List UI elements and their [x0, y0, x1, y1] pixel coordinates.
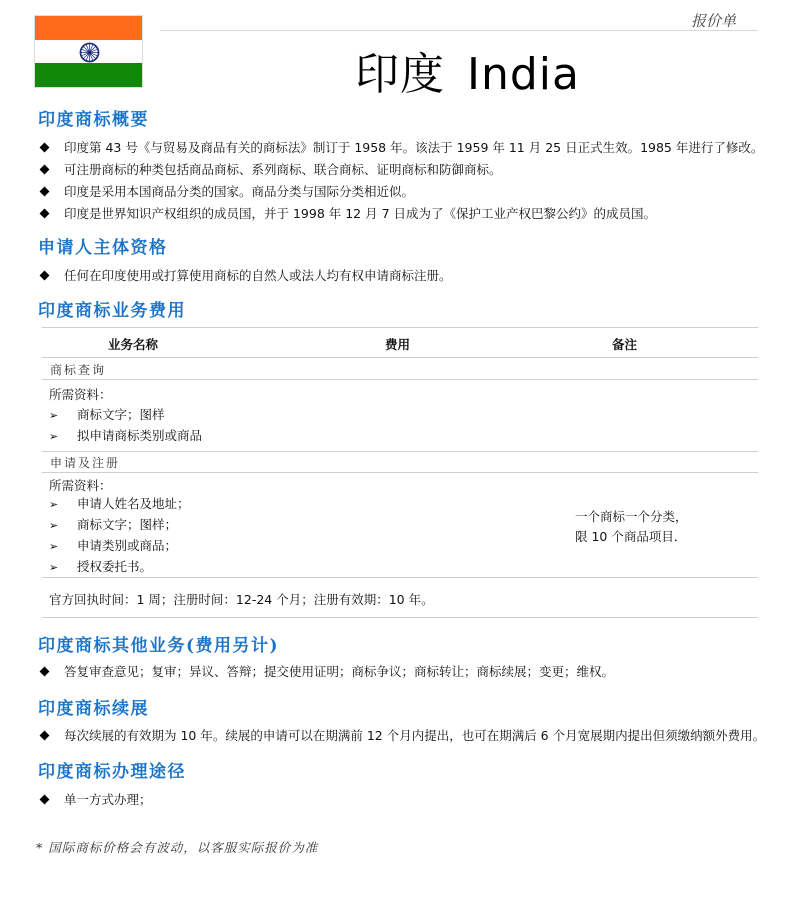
list-item: ➢ 申请人姓名及地址；: [49, 494, 190, 514]
column-header-fee: 费用: [385, 337, 411, 352]
list-item: 答复审查意见；复审；异议、答辩；提交使用证明；商标争议；商标转让；商标续展；变更；维权。: [38, 661, 614, 683]
overview-list: [38, 137, 763, 225]
column-header-note: 备注: [612, 337, 638, 352]
list-item: 单一方式办理；: [38, 789, 152, 811]
section-title-other: 印度商标其他业务(费用另计): [38, 636, 280, 656]
table-divider: [42, 379, 758, 380]
table-divider: [42, 617, 758, 618]
registration-note: [575, 507, 688, 547]
list-item: 印度第 43 号《与贸易及商品有关的商标法》制订于 1958 年。该法于 1959 年 11 月 25 日正式生效。1985 年进行了修改。: [38, 137, 763, 159]
india-flag: [34, 15, 143, 88]
page-title-en: India: [467, 49, 580, 100]
materials-label: 所需资料：: [49, 478, 112, 493]
timing-text: 官方回执时间：1 周；注册时间：12-24 个月；注册有效期：10 年。: [49, 592, 434, 607]
table-divider: [42, 472, 758, 473]
column-header-service: 业务名称: [108, 337, 159, 352]
arrow-bullet-icon: ➢: [49, 498, 59, 511]
channel-list: [38, 789, 152, 811]
eligibility-list: [38, 265, 452, 287]
flag-green-stripe: [35, 63, 142, 87]
header-divider: [160, 30, 758, 31]
table-divider: [42, 357, 758, 358]
materials-label: 所需资料：: [49, 387, 112, 402]
section-title-channel: 印度商标办理途径: [38, 762, 186, 782]
page-title: [355, 38, 580, 102]
group-name-registration: 申请及注册: [50, 456, 121, 470]
group-name-search: 商标查询: [50, 363, 107, 377]
other-list: [38, 661, 614, 683]
note-line: 限 10 个商品项目．: [575, 529, 687, 544]
table-divider: [42, 327, 758, 328]
arrow-bullet-icon: ➢: [49, 540, 59, 553]
list-item: 印度是世界知识产权组织的成员国，并于 1998 年 12 月 7 日成为了《保护工业产权巴黎公约》的成员国。: [38, 203, 763, 225]
note-line: 一个商标一个分类，: [575, 509, 688, 524]
list-item: ➢ 商标文字；图样: [49, 405, 165, 425]
list-item: ➢ 商标文字；图样；: [49, 515, 177, 535]
list-item: 每次续展的有效期为 10 年。续展的申请可以在期满前 12 个月内提出，也可在期满后 6 个月宽展期内提出但须缴纳额外费用。: [38, 725, 765, 747]
flag-saffron-stripe: [35, 16, 142, 40]
section-title-fees: 印度商标业务费用: [38, 301, 186, 321]
arrow-bullet-icon: ➢: [49, 519, 59, 532]
footnote: * 国际商标价格会有波动，以客服实际报价为准: [36, 840, 319, 855]
list-item: ➢ 拟申请商标类别或商品: [49, 426, 202, 446]
section-title-renewal: 印度商标续展: [38, 699, 149, 719]
arrow-bullet-icon: ➢: [49, 561, 59, 574]
table-divider: [42, 451, 758, 452]
renewal-list: [38, 725, 765, 747]
quote-label: 报价单: [690, 12, 736, 30]
list-item: ➢ 申请类别或商品；: [49, 536, 177, 556]
section-title-overview: 印度商标概要: [38, 110, 149, 130]
page-title-cn: 印度: [355, 49, 445, 100]
list-item: ➢ 授权委托书。: [49, 557, 152, 577]
section-title-eligibility: 申请人主体资格: [38, 238, 168, 258]
list-item: 可注册商标的种类包括商品商标、系列商标、联合商标、证明商标和防御商标。: [38, 159, 763, 181]
table-divider: [42, 577, 758, 578]
ashoka-chakra-icon: [79, 42, 100, 63]
list-item: 任何在印度使用或打算使用商标的自然人或法人均有权申请商标注册。: [38, 265, 452, 287]
arrow-bullet-icon: ➢: [49, 409, 59, 422]
list-item: 印度是采用本国商品分类的国家。商品分类与国际分类相近似。: [38, 181, 763, 203]
arrow-bullet-icon: ➢: [49, 430, 59, 443]
